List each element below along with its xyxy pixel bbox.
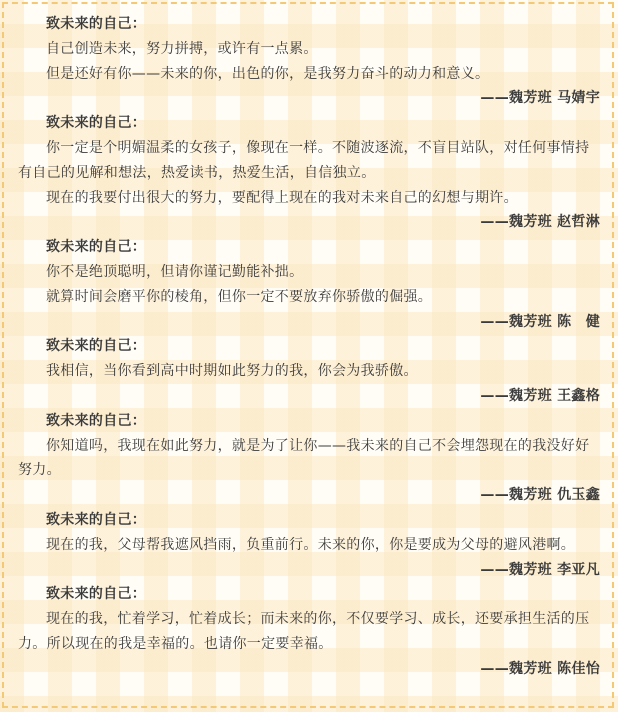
letter-paragraph: 但是还好有你——未来的你，出色的你，是我努力奋斗的动力和意义。 — [46, 65, 490, 82]
letter-signature: ——魏芳班 陈 健 — [480, 313, 600, 330]
letter-paragraph: 你一定是个明媚温柔的女孩子，像现在一样。不随波逐流，不盲目站队，对任何事情持有自己的见解和想法，热爱读书，热爱生活，自信独立。 — [18, 139, 590, 181]
letters-container — [18, 12, 602, 682]
letter-heading: 致未来的自己： — [46, 239, 147, 256]
letter-signature: ——魏芳班 赵哲淋 — [480, 214, 600, 231]
letter-heading: 致未来的自己： — [46, 115, 147, 132]
letter-paragraph: 你不是绝顶聪明，但请你谨记勤能补拙。 — [46, 263, 304, 280]
letter-2 — [18, 111, 602, 235]
letter-paragraph: 就算时间会磨平你的棱角，但你一定不要放弃你骄傲的倔强。 — [46, 288, 433, 305]
letter-signature: ——魏芳班 仇玉鑫 — [480, 487, 600, 504]
letter-paragraph: 我相信，当你看到高中时期如此努力的我，你会为我骄傲。 — [46, 363, 418, 380]
letter-5 — [18, 409, 602, 508]
letter-heading: 致未来的自己： — [46, 511, 147, 528]
letter-heading: 致未来的自己： — [46, 338, 147, 355]
letter-1 — [18, 12, 602, 111]
letter-signature: ——魏芳班 陈佳怡 — [480, 660, 600, 677]
letter-paragraph: 自己创造未来，努力拼搏，或许有一点累。 — [46, 40, 318, 57]
letter-paragraph: 你知道吗，我现在如此努力，就是为了让你——我未来的自己不会埋怨现在的我没好好努力。 — [18, 437, 590, 479]
letter-heading: 致未来的自己： — [46, 586, 147, 603]
letter-4 — [18, 334, 602, 408]
letter-signature: ——魏芳班 李亚凡 — [480, 561, 600, 578]
letter-6 — [18, 508, 602, 582]
letter-7 — [18, 582, 602, 681]
letter-signature: ——魏芳班 马婧宇 — [480, 90, 600, 107]
letter-3 — [18, 235, 602, 334]
letter-heading: 致未来的自己： — [46, 16, 147, 32]
letter-paragraph: 现在的我，忙着学习，忙着成长；而未来的你，不仅要学习、成长，还要承担生活的压力。所以现在的我是幸福的。也请你一定要幸福。 — [18, 611, 590, 652]
letter-paragraph: 现在的我，父母帮我遮风挡雨，负重前行。未来的你，你是要成为父母的避风港啊。 — [46, 536, 576, 553]
letter-signature: ——魏芳班 王鑫格 — [480, 387, 600, 404]
letter-heading: 致未来的自己： — [46, 412, 147, 429]
letter-paragraph: 现在的我要付出很大的努力，要配得上现在的我对未来自己的幻想与期许。 — [46, 189, 518, 206]
